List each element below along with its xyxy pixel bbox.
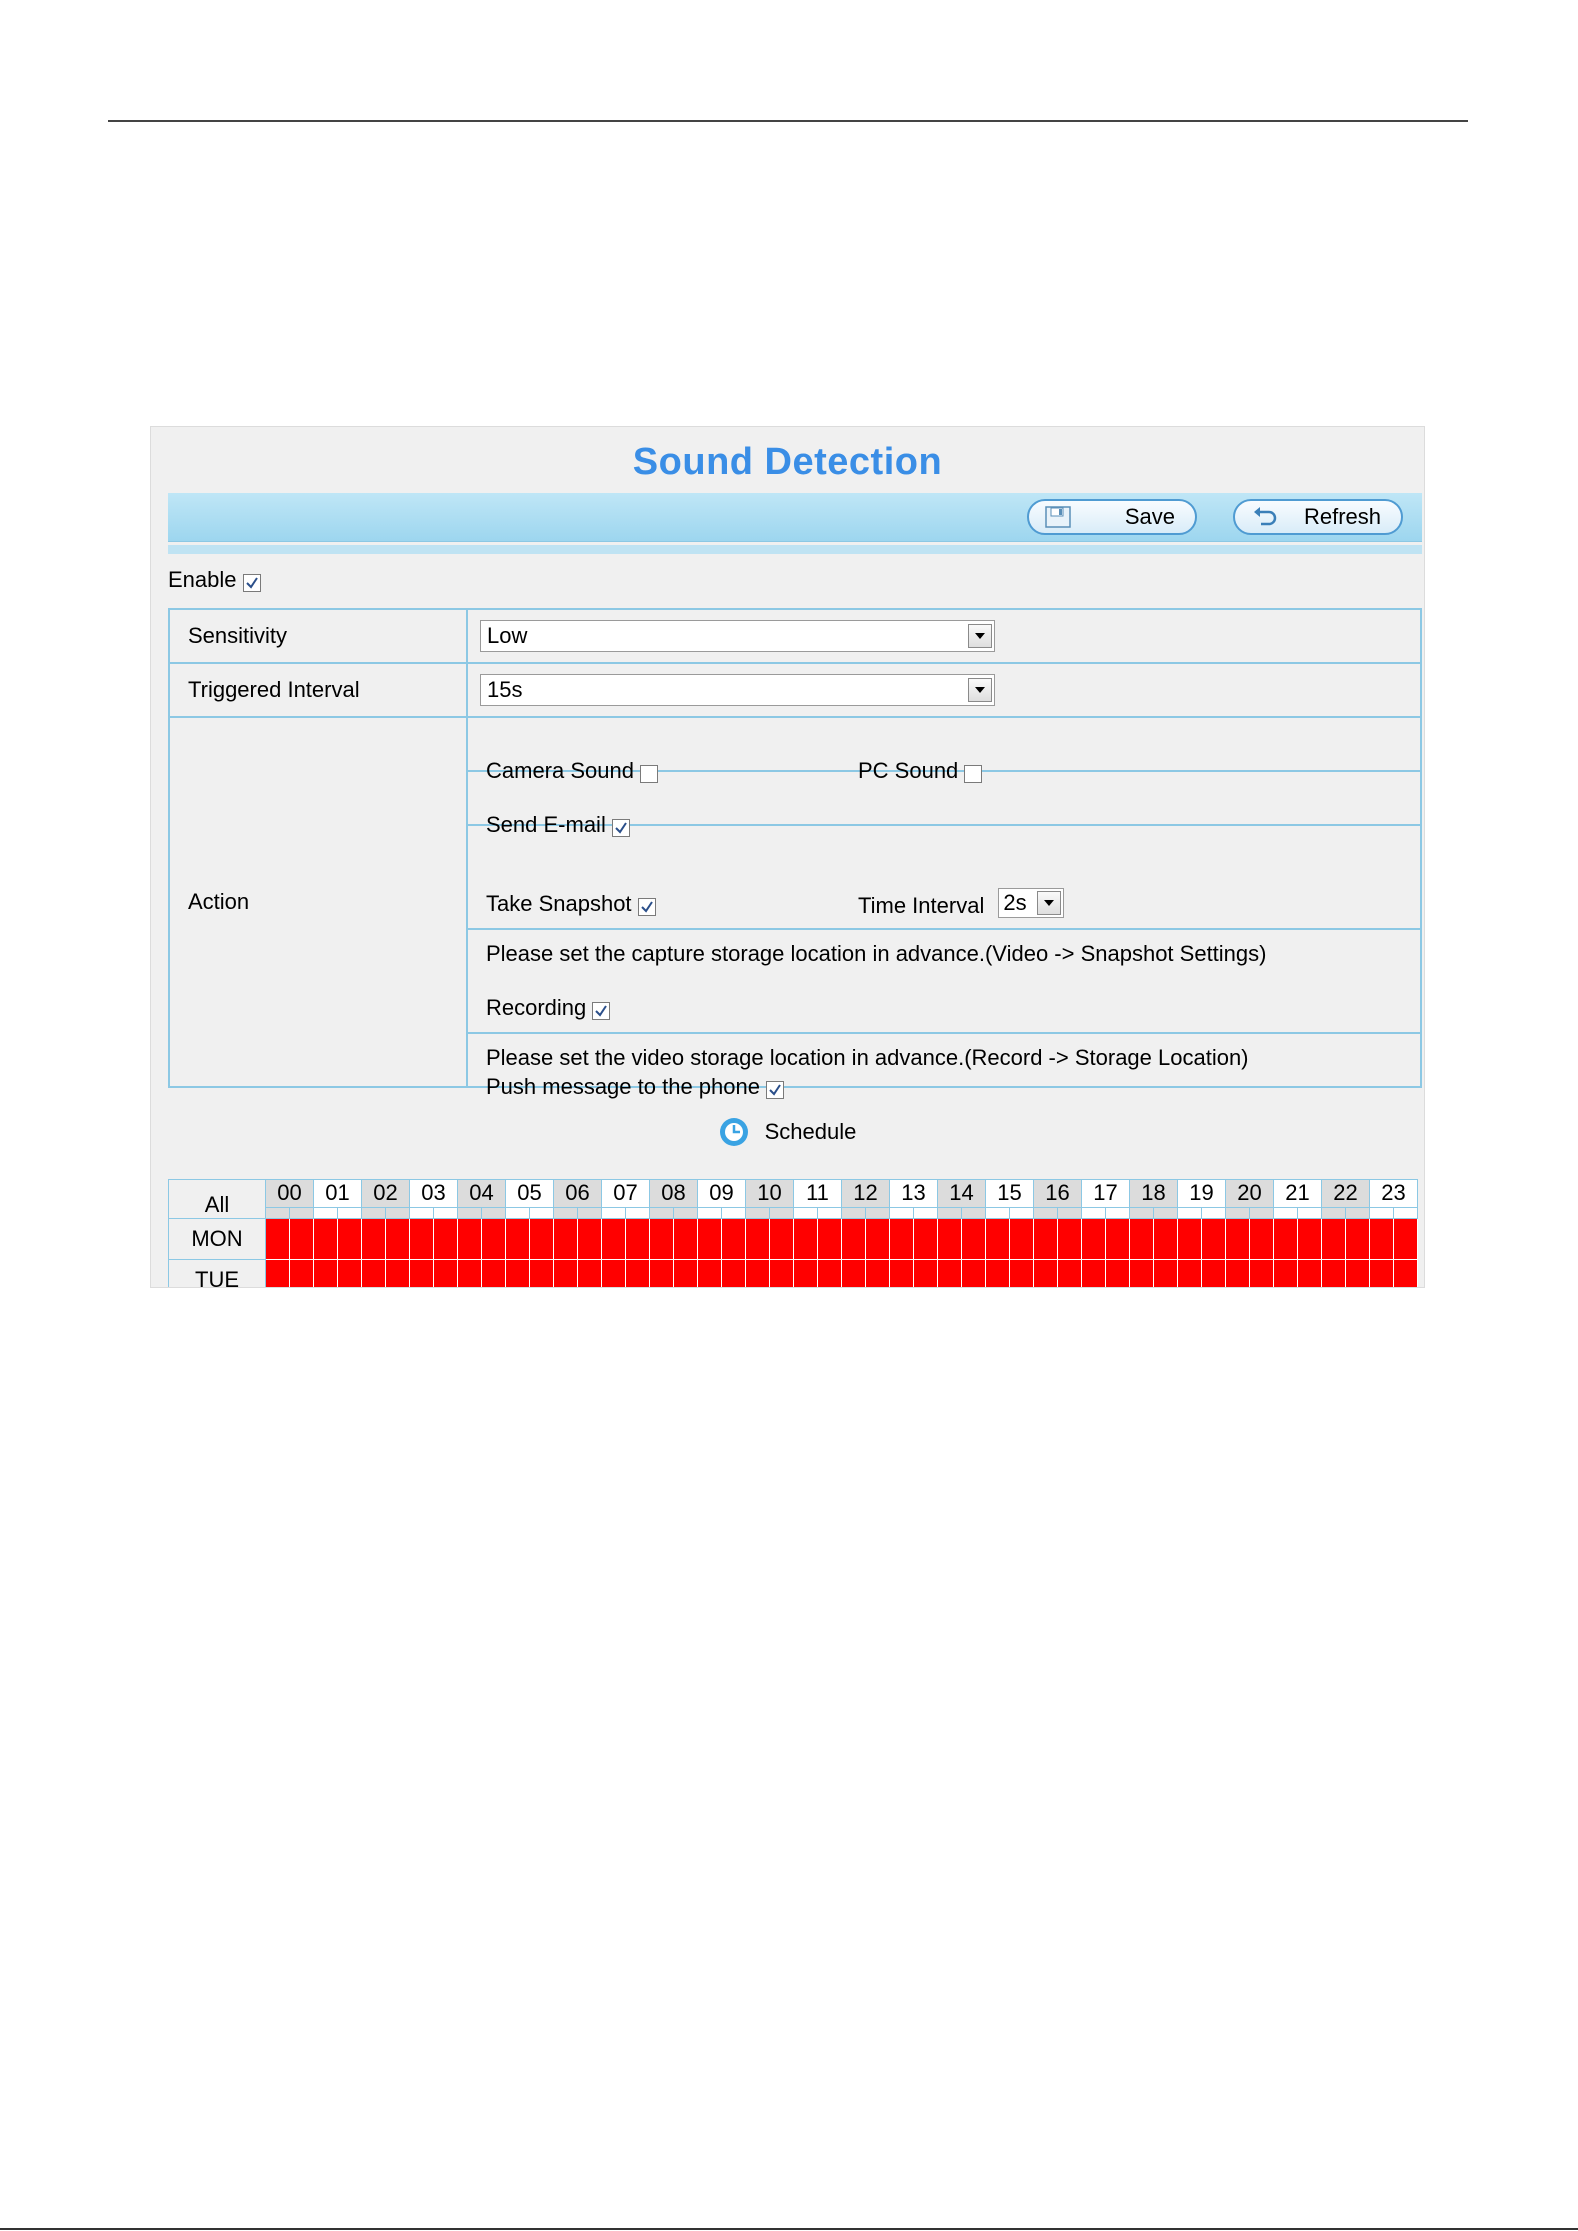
half-hour-cell (650, 1208, 674, 1219)
schedule-slot[interactable] (626, 1219, 650, 1260)
schedule-day-row (169, 1219, 1418, 1260)
schedule-grid (168, 1179, 1418, 1288)
schedule-slot[interactable] (506, 1260, 530, 1289)
schedule-slot[interactable] (386, 1260, 410, 1289)
enable-label: Enable (168, 567, 237, 592)
half-hour-cell (386, 1208, 410, 1219)
schedule-slot[interactable] (338, 1260, 362, 1289)
schedule-label: Schedule (764, 1119, 857, 1144)
send-email-checkbox[interactable] (612, 819, 630, 837)
half-hour-cell (506, 1208, 530, 1219)
schedule-slot[interactable] (1250, 1219, 1274, 1260)
half-hour-cell (290, 1208, 314, 1219)
schedule-slot[interactable] (1106, 1260, 1130, 1289)
schedule-slot[interactable] (818, 1260, 842, 1289)
half-hour-cell (674, 1208, 698, 1219)
refresh-arrow-icon (1251, 506, 1279, 528)
enable-row (168, 567, 261, 593)
half-hour-cell (314, 1208, 338, 1219)
half-hour-cell (962, 1208, 986, 1219)
schedule-slot[interactable] (650, 1260, 674, 1289)
schedule-slot[interactable] (1274, 1260, 1298, 1289)
sensitivity-value: Low (487, 623, 528, 648)
schedule-slot[interactable] (1058, 1260, 1082, 1289)
schedule-slot[interactable] (1322, 1219, 1346, 1260)
chevron-down-icon[interactable] (968, 678, 992, 702)
schedule-day-row (169, 1260, 1418, 1289)
page-title: Sound Detection (632, 441, 943, 483)
page-top-rule (108, 120, 1468, 122)
schedule-slot[interactable] (770, 1219, 794, 1260)
schedule-slot[interactable] (794, 1260, 818, 1289)
schedule-slot[interactable] (914, 1219, 938, 1260)
triggered-interval-cell (467, 663, 1421, 717)
time-interval-value: 2s (1003, 890, 1027, 915)
schedule-slot[interactable] (314, 1219, 338, 1260)
half-hour-cell (578, 1208, 602, 1219)
hour-header[interactable]: 13 (890, 1180, 938, 1208)
half-hour-cell (482, 1208, 506, 1219)
schedule-slot[interactable] (530, 1260, 554, 1289)
schedule-slot[interactable] (794, 1219, 818, 1260)
schedule-slot[interactable] (1034, 1260, 1058, 1289)
hour-header[interactable]: 05 (506, 1180, 554, 1208)
half-hour-cell (1298, 1208, 1322, 1219)
clock-icon (719, 1117, 749, 1147)
schedule-slot[interactable] (1250, 1260, 1274, 1289)
schedule-slot[interactable] (482, 1260, 506, 1289)
sound-detection-panel (150, 426, 1425, 1288)
schedule-slot[interactable] (1394, 1219, 1418, 1260)
schedule-slot[interactable] (1010, 1219, 1034, 1260)
schedule-slot[interactable] (842, 1219, 866, 1260)
half-hour-cell (554, 1208, 578, 1219)
half-hour-cell (1322, 1208, 1346, 1219)
schedule-slot[interactable] (338, 1219, 362, 1260)
snapshot-note: Please set the capture storage location in advance.(Video -> Snapshot Settings) (486, 941, 1267, 966)
half-hour-cell (1010, 1208, 1034, 1219)
schedule-slot[interactable] (386, 1219, 410, 1260)
hour-header[interactable]: 10 (746, 1180, 794, 1208)
schedule-header (151, 1117, 1424, 1147)
schedule-slot[interactable] (1082, 1260, 1106, 1289)
schedule-slot[interactable] (1226, 1219, 1250, 1260)
schedule-slot[interactable] (890, 1219, 914, 1260)
time-interval-select[interactable] (998, 888, 1064, 918)
hour-header[interactable]: 00 (266, 1180, 314, 1208)
half-hour-row (169, 1208, 1418, 1219)
half-hour-cell (1370, 1208, 1394, 1219)
schedule-slot[interactable] (842, 1260, 866, 1289)
half-hour-cell (770, 1208, 794, 1219)
schedule-slot[interactable] (554, 1219, 578, 1260)
schedule-slot[interactable] (362, 1219, 386, 1260)
schedule-slot[interactable] (530, 1219, 554, 1260)
schedule-slot[interactable] (554, 1260, 578, 1289)
half-hour-cell (938, 1208, 962, 1219)
camera-sound-checkbox[interactable] (640, 765, 658, 783)
schedule-slot[interactable] (434, 1219, 458, 1260)
action-row-sounds (169, 717, 1421, 771)
half-hour-cell (1130, 1208, 1154, 1219)
schedule-slot[interactable] (890, 1260, 914, 1289)
hour-header[interactable]: 19 (1178, 1180, 1226, 1208)
schedule-slot[interactable] (1226, 1260, 1250, 1289)
schedule-slot[interactable] (410, 1219, 434, 1260)
schedule-slot[interactable] (674, 1219, 698, 1260)
schedule-slot[interactable] (650, 1219, 674, 1260)
schedule-slot[interactable] (746, 1260, 770, 1289)
action-label: Action (169, 717, 467, 1087)
schedule-slot[interactable] (674, 1260, 698, 1289)
half-hour-cell (1250, 1208, 1274, 1219)
hour-header[interactable]: 09 (698, 1180, 746, 1208)
hour-header[interactable]: 22 (1322, 1180, 1370, 1208)
schedule-slot[interactable] (1034, 1219, 1058, 1260)
schedule-slot[interactable] (818, 1219, 842, 1260)
schedule-slot[interactable] (986, 1219, 1010, 1260)
schedule-slot[interactable] (290, 1219, 314, 1260)
hour-header-row (169, 1180, 1418, 1208)
schedule-slot[interactable] (1274, 1219, 1298, 1260)
schedule-slot[interactable] (458, 1219, 482, 1260)
recording-checkbox[interactable] (592, 1002, 610, 1020)
toolbar-underline (168, 545, 1422, 554)
half-hour-cell (1346, 1208, 1370, 1219)
half-hour-cell (1154, 1208, 1178, 1219)
push-message-checkbox[interactable] (766, 1081, 784, 1099)
recording-note: Please set the video storage location in advance.(Record -> Storage Location) (486, 1045, 1249, 1070)
schedule-slot[interactable] (1370, 1260, 1394, 1289)
chevron-down-icon[interactable] (968, 624, 992, 648)
hour-header[interactable]: 16 (1034, 1180, 1082, 1208)
half-hour-cell (986, 1208, 1010, 1219)
schedule-slot[interactable] (1298, 1260, 1322, 1289)
half-hour-cell (602, 1208, 626, 1219)
chevron-down-icon[interactable] (1037, 891, 1061, 915)
hour-header[interactable]: 04 (458, 1180, 506, 1208)
push-message-label: Push message to the phone (486, 1074, 760, 1099)
half-hour-cell (1202, 1208, 1226, 1219)
hour-header[interactable]: 12 (842, 1180, 890, 1208)
schedule-slot[interactable] (1202, 1219, 1226, 1260)
schedule-slot[interactable] (1346, 1260, 1370, 1289)
refresh-label: Refresh (1303, 504, 1381, 529)
schedule-slot[interactable] (1298, 1219, 1322, 1260)
sounds-cell (467, 717, 1421, 783)
schedule-slot[interactable] (602, 1260, 626, 1289)
hour-header[interactable]: 03 (410, 1180, 458, 1208)
hour-header[interactable]: 01 (314, 1180, 362, 1208)
triggered-interval-label: Triggered Interval (169, 663, 467, 717)
triggered-interval-value: 15s (487, 677, 523, 702)
hour-header[interactable]: 21 (1274, 1180, 1322, 1208)
schedule-slot[interactable] (938, 1219, 962, 1260)
schedule-slot[interactable] (698, 1260, 722, 1289)
sensitivity-label: Sensitivity (169, 609, 467, 663)
schedule-slot[interactable] (626, 1260, 650, 1289)
schedule-slot[interactable] (290, 1260, 314, 1289)
schedule-slot[interactable] (722, 1219, 746, 1260)
save-button[interactable] (1027, 499, 1197, 535)
schedule-slot[interactable] (1106, 1219, 1130, 1260)
schedule-slot[interactable] (962, 1219, 986, 1260)
hour-header[interactable]: 08 (650, 1180, 698, 1208)
schedule-slot[interactable] (1322, 1260, 1346, 1289)
half-hour-cell (914, 1208, 938, 1219)
half-hour-cell (626, 1208, 650, 1219)
schedule-slot[interactable] (1130, 1260, 1154, 1289)
half-hour-cell (362, 1208, 386, 1219)
time-interval-label: Time Interval (858, 893, 985, 918)
half-hour-cell (698, 1208, 722, 1219)
schedule-slot[interactable] (938, 1260, 962, 1289)
recording-label: Recording (486, 995, 587, 1020)
sensitivity-cell (467, 609, 1421, 663)
half-hour-cell (458, 1208, 482, 1219)
schedule-slot[interactable] (1154, 1260, 1178, 1289)
half-hour-cell (434, 1208, 458, 1219)
schedule-slot[interactable] (362, 1260, 386, 1289)
sensitivity-select[interactable] (480, 620, 995, 652)
camera-sound-label: Camera Sound (486, 758, 634, 783)
refresh-button[interactable] (1233, 499, 1403, 535)
hour-header[interactable]: 06 (554, 1180, 602, 1208)
schedule-slot[interactable] (1058, 1219, 1082, 1260)
triggered-interval-select[interactable] (480, 674, 995, 706)
schedule-slot[interactable] (1178, 1260, 1202, 1289)
settings-table (168, 608, 1422, 1099)
schedule-slot[interactable] (314, 1260, 338, 1289)
save-disk-icon (1045, 506, 1071, 528)
page-bottom-rule (0, 2228, 1578, 2230)
enable-checkbox[interactable] (243, 574, 261, 592)
hour-header[interactable]: 15 (986, 1180, 1034, 1208)
day-label[interactable]: MON (169, 1219, 266, 1260)
schedule-slot[interactable] (986, 1260, 1010, 1289)
half-hour-cell (410, 1208, 434, 1219)
half-hour-cell (266, 1208, 290, 1219)
hour-header[interactable]: 14 (938, 1180, 986, 1208)
schedule-all-button[interactable]: All (169, 1180, 266, 1219)
half-hour-cell (842, 1208, 866, 1219)
schedule-slot[interactable] (266, 1219, 290, 1260)
schedule-slot[interactable] (410, 1260, 434, 1289)
take-snapshot-cell (467, 825, 1421, 966)
half-hour-cell (530, 1208, 554, 1219)
sensitivity-row (169, 609, 1421, 663)
schedule-slot[interactable] (1370, 1219, 1394, 1260)
send-email-label: Send E-mail (486, 812, 606, 837)
schedule-slot[interactable] (1010, 1260, 1034, 1289)
schedule-slot[interactable] (866, 1260, 890, 1289)
schedule-slot[interactable] (914, 1260, 938, 1289)
take-snapshot-label: Take Snapshot (486, 891, 632, 916)
schedule-slot[interactable] (578, 1219, 602, 1260)
day-label[interactable]: TUE (169, 1260, 266, 1289)
take-snapshot-checkbox[interactable] (638, 898, 656, 916)
schedule-slot[interactable] (1082, 1219, 1106, 1260)
schedule-slot[interactable] (458, 1260, 482, 1289)
half-hour-cell (1058, 1208, 1082, 1219)
pc-sound-label: PC Sound (858, 758, 959, 783)
schedule-slot[interactable] (1154, 1219, 1178, 1260)
schedule-slot[interactable] (434, 1260, 458, 1289)
half-hour-cell (794, 1208, 818, 1219)
half-hour-cell (1178, 1208, 1202, 1219)
half-hour-cell (866, 1208, 890, 1219)
hour-header[interactable]: 17 (1082, 1180, 1130, 1208)
schedule-slot[interactable] (506, 1219, 530, 1260)
save-label: Save (1124, 504, 1175, 529)
schedule-slot[interactable] (266, 1260, 290, 1289)
schedule-slot[interactable] (1130, 1219, 1154, 1260)
toolbar (168, 493, 1422, 542)
schedule-slot[interactable] (770, 1260, 794, 1289)
schedule-slot[interactable] (1178, 1219, 1202, 1260)
half-hour-cell (746, 1208, 770, 1219)
schedule-slot[interactable] (602, 1219, 626, 1260)
schedule-slot[interactable] (962, 1260, 986, 1289)
hour-header[interactable]: 23 (1370, 1180, 1418, 1208)
half-hour-cell (818, 1208, 842, 1219)
schedule-slot[interactable] (746, 1219, 770, 1260)
schedule-slot[interactable] (1394, 1260, 1418, 1289)
schedule-slot[interactable] (1346, 1219, 1370, 1260)
half-hour-cell (890, 1208, 914, 1219)
half-hour-cell (1394, 1208, 1418, 1219)
schedule-slot[interactable] (1202, 1260, 1226, 1289)
hour-header[interactable]: 07 (602, 1180, 650, 1208)
half-hour-cell (1034, 1208, 1058, 1219)
hour-header[interactable]: 02 (362, 1180, 410, 1208)
schedule-slot[interactable] (578, 1260, 602, 1289)
half-hour-cell (1082, 1208, 1106, 1219)
half-hour-cell (1274, 1208, 1298, 1219)
half-hour-cell (722, 1208, 746, 1219)
half-hour-cell (338, 1208, 362, 1219)
half-hour-cell (1226, 1208, 1250, 1219)
schedule-slot[interactable] (722, 1260, 746, 1289)
schedule-slot[interactable] (698, 1219, 722, 1260)
pc-sound-checkbox[interactable] (964, 765, 982, 783)
hour-header[interactable]: 20 (1226, 1180, 1274, 1208)
hour-header[interactable]: 18 (1130, 1180, 1178, 1208)
schedule-slot[interactable] (866, 1219, 890, 1260)
half-hour-cell (1106, 1208, 1130, 1219)
triggered-interval-row (169, 663, 1421, 717)
schedule-slot[interactable] (482, 1219, 506, 1260)
hour-header[interactable]: 11 (794, 1180, 842, 1208)
